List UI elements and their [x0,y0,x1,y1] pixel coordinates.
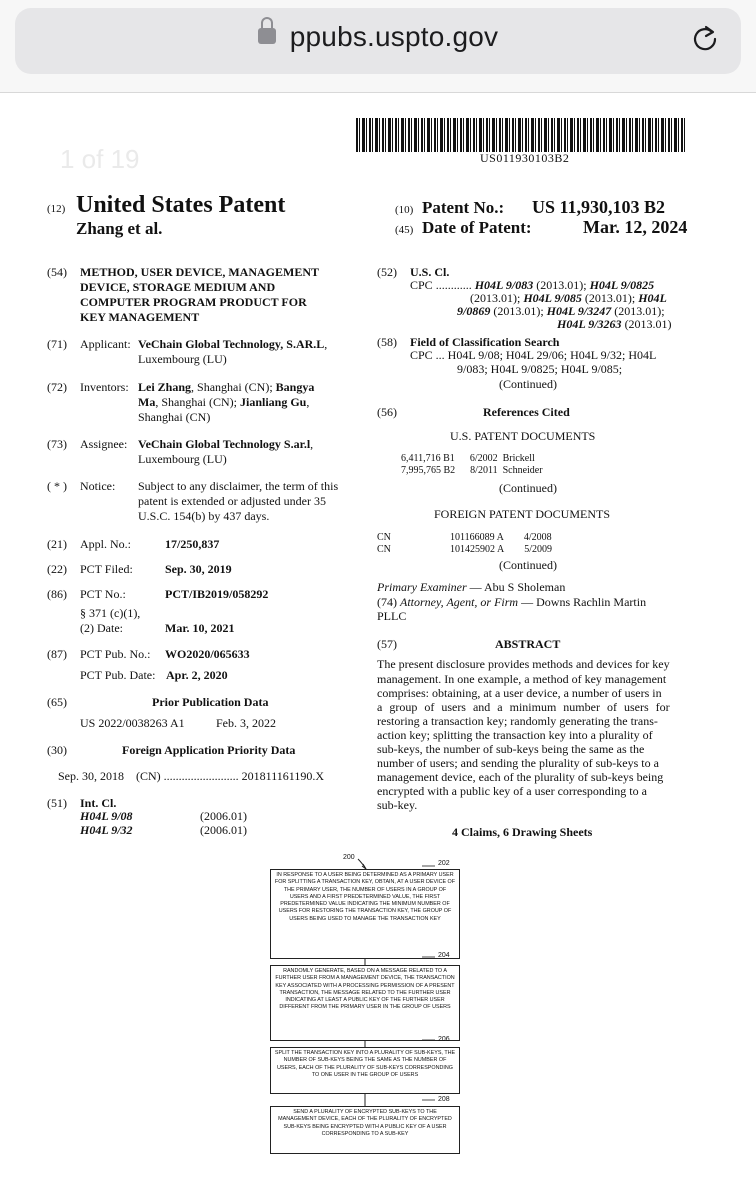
abstract-line: restoring a transaction key; randomly generating the trans- [377,714,658,728]
pct-pub-no-label: PCT Pub. No.: [80,647,151,661]
code-87: (87) [47,647,67,661]
pct-no: PCT/IB2019/058292 [165,587,269,601]
applicant-label: Applicant: [80,337,131,351]
date-label: Date of Patent: [422,218,532,237]
section-371-date: Mar. 10, 2021 [165,621,235,635]
url-field[interactable] [0,21,756,53]
prior-pub-heading: Prior Publication Data [152,695,269,709]
abstract-line: action key; splitting the transaction key into a plurality of [377,728,653,742]
step-label: 206 [438,1036,450,1043]
section-371: § 371 (c)(1), [80,606,141,620]
section-371-date-label: (2) Date: [80,621,123,635]
applicant: VeChain Global Technology, S.AR.L, [138,337,328,351]
foreign-doc-row: 101425902 A 5/2009 [450,544,552,555]
abstract-heading: ABSTRACT [495,637,561,651]
pct-pub-date-label: PCT Pub. Date: [80,668,156,682]
url-text: ppubs.uspto.gov [289,21,499,52]
foreign-docs-heading: FOREIGN PATENT DOCUMENTS [434,507,611,521]
inventors-line-3: Shanghai (CN) [138,410,211,424]
code-65: (65) [47,695,67,709]
foreign-priority-row: Sep. 30, 2018 (CN) ......................... 201811161190.X [58,769,325,783]
assignee: VeChain Global Technology S.ar.l, [138,437,314,451]
abstract-line: comprises: obtaining, at a user device, a number of users in [377,686,662,700]
code-10: (10) [395,204,414,216]
foreign-doc-row: 101166089 A 4/2008 [450,532,552,543]
code-30: (30) [47,743,67,757]
abstract-line: The present disclosure provides methods and devices for key [377,657,670,671]
abstract-line: sub-keys, the number of sub-keys being the same as the [377,742,645,756]
int-cl-1: H04L 9/08 [80,809,133,823]
code-56: (56) [377,405,397,419]
claims-summary: 4 Claims, 6 Drawing Sheets [452,825,593,839]
notice-line-3: U.S.C. 154(b) by 437 days. [138,509,270,523]
patent-type-title: United States Patent [76,192,286,218]
abstract-line: management. In one example, a method of key management [377,672,667,686]
figure-ref: 200 [343,854,355,861]
cpc-line-3: 9/0869 (2013.01); H04L 9/3247 (2013.01); [457,304,665,318]
inventors-line-1: Lei Zhang, Shanghai (CN); Bangya [138,380,315,394]
pct-filed-label: PCT Filed: [80,562,133,576]
us-docs-continued: (Continued) [499,481,557,495]
assignee-label: Assignee: [80,437,128,451]
notice-line-2: patent is extended or adjusted under 35 [138,494,326,508]
title-line-1: METHOD, USER DEVICE, MANAGEMENT [80,265,320,279]
patent-date: Mar. 12, 2024 [583,217,688,237]
inventors-line-2: Ma, Shanghai (CN); Jianliang Gu, [138,395,310,409]
us-cl-label: U.S. Cl. [410,265,450,279]
code-51: (51) [47,796,67,810]
patent-no-label: Patent No.: [422,198,505,217]
notice-line-1: Subject to any disclaimer, the term of this [138,479,339,493]
code-57: (57) [377,637,397,651]
step-label: 208 [438,1096,450,1103]
cpc-line-2: (2013.01); H04L 9/085 (2013.01); H04L [470,291,667,305]
code-72: (72) [47,380,67,394]
flowchart-step: RANDOMLY GENERATE, BASED ON A MESSAGE RELATED TO A FURTHER USER FROM A MANAGEMENT DEVICE, THE TRANSACTION KEY ASSOCIATED WITH A PROCESSING PERMISSION OF A PRESENT TRANSACTION, THE MESSAGE RELATED TO THE FURTHER USER INDICATING AT LEAST A PUBLIC KEY OF THE FURTHER USER DIFFERENT FROM THE PRIMARY USER IN THE GROUP OF USERS [270,965,460,1041]
barcode-number: US011930103B2 [480,151,570,165]
us-doc-row: 6,411,716 B1 6/2002 Brickell [401,453,535,464]
step-label: 202 [438,860,450,867]
pct-pub-date: Apr. 2, 2020 [166,668,228,682]
step-label: 204 [438,952,450,959]
abstract-line: management device, each of the plurality of sub-keys being [377,770,664,784]
title-line-3: COMPUTER PROGRAM PRODUCT FOR [80,295,307,309]
prior-pub-number: US 2022/0038263 A1 [80,716,185,730]
pct-filed: Sep. 30, 2019 [165,562,232,576]
appl-no: 17/250,837 [165,537,220,551]
barcode [356,118,686,152]
field-search-label: Field of Classification Search [410,335,560,349]
flowchart-step: IN RESPONSE TO A USER BEING DETERMINED AS A PRIMARY USER FOR SPLITTING A TRANSACTION KEY, OBTAIN, AT A USER DEVICE OF THE PRIMARY USER, THE NUMBER OF USERS IN A GROUP OF USERS AND A FIRST PREDETERMINED VALUE, THE FIRST PREDETERMINED VALUE INDICATING THE MINIMUM NUMBER OF USERS FOR RESTORING THE TRANSACTION KEY, THE GROUP OF USERS BEING USED TO MANAGE THE TRANSACTION KEY [270,869,460,959]
foreign-priority-heading: Foreign Application Priority Data [122,743,296,757]
int-cl-label: Int. Cl. [80,796,117,810]
code-71: (71) [47,337,67,351]
lock-icon [258,28,276,44]
code-12: (12) [47,203,66,215]
references-heading: References Cited [483,405,570,419]
flowchart-step: SEND A PLURALITY OF ENCRYPTED SUB-KEYS TO THE MANAGEMENT DEVICE, EACH OF THE PLURALITY OF ENCRYPTED SUB-KEYS BEING ENCRYPTED WITH A PUBLIC KEY OF A USER CORRESPONDING TO A SUB-KEY [270,1106,460,1154]
authors: Zhang et al. [76,219,163,238]
field-search-line-1: CPC ... H04L 9/08; H04L 29/06; H04L 9/32; H04L [410,348,657,362]
attorney: (74) Attorney, Agent, or Firm — Downs Rachlin Martin [377,595,647,609]
code-86: (86) [47,587,67,601]
notice-code: ( * ) [47,479,67,493]
us-doc-row: 7,995,765 B2 8/2011 Schneider [401,465,543,476]
code-22: (22) [47,562,67,576]
foreign-doc-cc: CN [377,532,391,543]
pct-pub-no: WO2020/065633 [165,647,250,661]
inventors-label: Inventors: [80,380,129,394]
code-73: (73) [47,437,67,451]
pct-no-label: PCT No.: [80,587,126,601]
abstract-line: sub-key. [377,798,418,812]
code-45: (45) [395,224,414,236]
cpc-line-1: CPC ............ H04L 9/083 (2013.01); H04L 9/0825 [410,278,655,292]
primary-examiner: Primary Examiner — Abu S Sholeman [377,580,566,594]
int-cl-2: H04L 9/32 [80,823,133,837]
patent-number: US 11,930,103 B2 [532,197,666,217]
foreign-docs-continued: (Continued) [499,558,557,572]
field-search-continued: (Continued) [499,377,557,391]
attorney-line-2: PLLC [377,609,407,623]
title-line-2: DEVICE, STORAGE MEDIUM AND [80,280,276,294]
int-cl-1-year: (2006.01) [200,809,247,823]
code-21: (21) [47,537,67,551]
abstract-line: encrypted with a public key of a user corresponding to a [377,784,647,798]
reload-icon[interactable] [690,24,720,54]
title-line-4: KEY MANAGEMENT [80,310,200,324]
abstract-line: a group of users and a minimum number of users for [377,700,670,714]
int-cl-2-year: (2006.01) [200,823,247,837]
foreign-doc-cc: CN [377,544,391,555]
assignee-location: Luxembourg (LU) [138,452,227,466]
prior-pub-date: Feb. 3, 2022 [216,716,276,730]
code-52: (52) [377,265,397,279]
abstract-line: number of users; and sending the plurality of sub-keys to a [377,756,659,770]
us-docs-heading: U.S. PATENT DOCUMENTS [450,429,596,443]
appl-no-label: Appl. No.: [80,537,131,551]
code-58: (58) [377,335,397,349]
applicant-location: Luxembourg (LU) [138,352,227,366]
field-search-line-2: 9/083; H04L 9/0825; H04L 9/085; [457,362,623,376]
code-54: (54) [47,265,67,279]
page-indicator: 1 of 19 [60,144,140,174]
cpc-line-4: H04L 9/3263 (2013.01) [557,317,672,331]
notice-label: Notice: [80,479,116,493]
flowchart-step: SPLIT THE TRANSACTION KEY INTO A PLURALITY OF SUB-KEYS, THE NUMBER OF SUB-KEYS BEING THE SAME AS THE NUMBER OF USERS, EACH OF THE PLURALITY OF SUB-KEYS CORRESPONDING TO ONE USER IN THE GROUP OF USERS [270,1047,460,1094]
